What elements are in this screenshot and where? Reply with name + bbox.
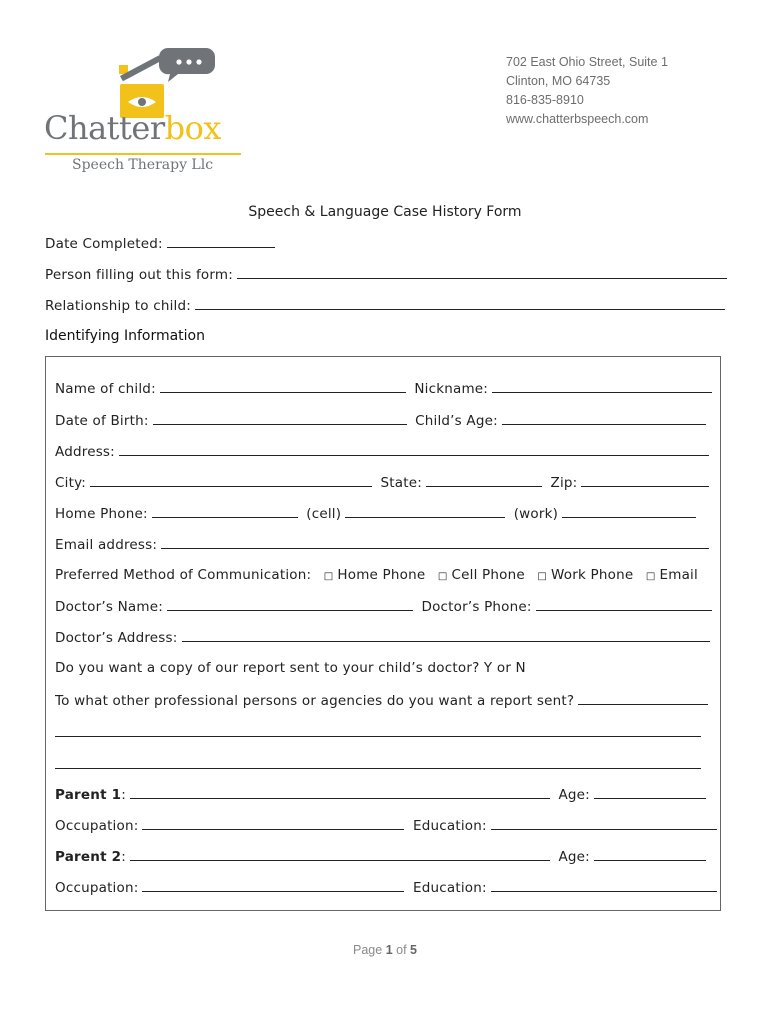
parent2-row [55, 848, 710, 865]
checkbox-home-phone[interactable]: □ [323, 571, 334, 582]
pref-method-label: Preferred Method of Communication: [55, 567, 312, 583]
opt-cell-label: Cell Phone [451, 567, 525, 583]
email-label: Email address: [55, 537, 158, 553]
email-row [55, 536, 713, 553]
dob-row [55, 412, 710, 429]
city-field[interactable] [90, 474, 372, 487]
doctors-phone-label: Doctor’s Phone: [421, 599, 532, 615]
checkbox-email[interactable]: □ [645, 571, 656, 582]
other-question-field[interactable] [578, 692, 708, 705]
parent1-colon: : [121, 787, 126, 803]
occupation2-field[interactable] [142, 879, 404, 892]
phone-row [55, 505, 700, 522]
doctors-name-field[interactable] [167, 598, 413, 611]
date-completed-field[interactable] [167, 235, 275, 248]
opt-home-label: Home Phone [337, 567, 426, 583]
address-block [506, 53, 668, 129]
date-completed-label: Date Completed: [45, 236, 163, 252]
zip-label: Zip: [550, 475, 578, 491]
occupation2-label: Occupation: [55, 880, 139, 896]
parent1-label: Parent 1 [55, 787, 122, 803]
logo-subtitle: Speech Therapy Llc [72, 157, 214, 173]
relationship-row [45, 297, 729, 314]
checkbox-cell-phone[interactable]: □ [437, 571, 448, 582]
copy-question-label: Do you want a copy of our report sent to your child’s doctor? Y or N [55, 660, 526, 676]
parent2-age-field[interactable] [594, 848, 706, 861]
dob-label: Date of Birth: [55, 413, 149, 429]
city-row [55, 474, 713, 491]
form-title: Speech & Language Case History Form [248, 204, 522, 220]
doctors-address-label: Doctor’s Address: [55, 630, 178, 646]
other-question-row [55, 692, 712, 709]
occupation1-row [55, 817, 721, 834]
parent2-field[interactable] [130, 848, 550, 861]
address-label: Address: [55, 444, 115, 460]
parent1-age-label: Age: [558, 787, 590, 803]
opt-work-label: Work Phone [551, 567, 634, 583]
childs-age-label: Child’s Age: [415, 413, 498, 429]
parent1-age-field[interactable] [594, 786, 706, 799]
name-of-child-label: Name of child: [55, 381, 156, 397]
blank-field-1[interactable] [55, 724, 701, 737]
speech-bubble-icon [159, 48, 215, 82]
doctors-phone-field[interactable] [536, 598, 712, 611]
parent2-label: Parent 2 [55, 849, 122, 865]
relationship-label: Relationship to child: [45, 298, 192, 314]
childs-age-field[interactable] [502, 412, 706, 425]
home-phone-label: Home Phone: [55, 506, 148, 522]
parent1-row [55, 786, 710, 803]
education2-label: Education: [412, 880, 487, 896]
dob-field[interactable] [153, 412, 407, 425]
name-row [55, 380, 716, 397]
opt-email-label: Email [659, 567, 698, 583]
blank-line-2 [55, 756, 705, 773]
work-label: (work) [513, 506, 559, 522]
address-city: Clinton, MO 64735 [506, 74, 611, 88]
state-label: State: [380, 475, 423, 491]
education2-field[interactable] [491, 879, 717, 892]
education1-label: Education: [412, 818, 487, 834]
cell-field[interactable] [345, 505, 505, 518]
address-field[interactable] [119, 443, 709, 456]
other-question-label: To what other professional persons or agencies do you want a report sent? [55, 693, 575, 709]
logo-wordmark: Chatterbox [44, 109, 221, 147]
name-of-child-field[interactable] [160, 380, 406, 393]
parent2-age-label: Age: [558, 849, 590, 865]
relationship-field[interactable] [195, 297, 725, 310]
education1-field[interactable] [491, 817, 717, 830]
city-label: City: [55, 475, 87, 491]
logo-underline [45, 153, 241, 155]
person-filling-label: Person filling out this form: [45, 267, 233, 283]
doctors-address-field[interactable] [182, 629, 710, 642]
page-current: 1 [385, 943, 393, 957]
nickname-label: Nickname: [414, 381, 489, 397]
section-heading: Identifying Information [45, 328, 205, 344]
person-filling-row [45, 266, 731, 283]
address-web: www.chatterbspeech.com [506, 112, 649, 126]
home-phone-field[interactable] [152, 505, 298, 518]
pref-method-row [55, 567, 698, 583]
doctor-row [55, 598, 716, 615]
doctor-address-row [55, 629, 714, 646]
nickname-field[interactable] [492, 380, 712, 393]
zip-field[interactable] [581, 474, 709, 487]
doctors-name-label: Doctor’s Name: [55, 599, 163, 615]
work-field[interactable] [562, 505, 696, 518]
occupation1-label: Occupation: [55, 818, 139, 834]
blank-field-2[interactable] [55, 756, 701, 769]
page-of: of [396, 943, 407, 957]
state-field[interactable] [426, 474, 542, 487]
parent2-colon: : [121, 849, 126, 865]
cell-label: (cell) [306, 506, 342, 522]
email-field[interactable] [161, 536, 709, 549]
copy-question-row [55, 660, 526, 676]
person-filling-field[interactable] [237, 266, 727, 279]
address-phone: 816-835-8910 [506, 93, 584, 107]
occupation1-field[interactable] [142, 817, 404, 830]
page-label: Page [353, 943, 383, 957]
address-row [55, 443, 713, 460]
page-total: 5 [410, 943, 417, 957]
address-street: 702 East Ohio Street, Suite 1 [506, 55, 668, 69]
page-footer [0, 943, 770, 957]
date-completed-row [45, 235, 279, 252]
blank-line-1 [55, 724, 705, 741]
checkbox-work-phone[interactable]: □ [537, 571, 548, 582]
parent1-field[interactable] [130, 786, 550, 799]
occupation2-row [55, 879, 721, 896]
